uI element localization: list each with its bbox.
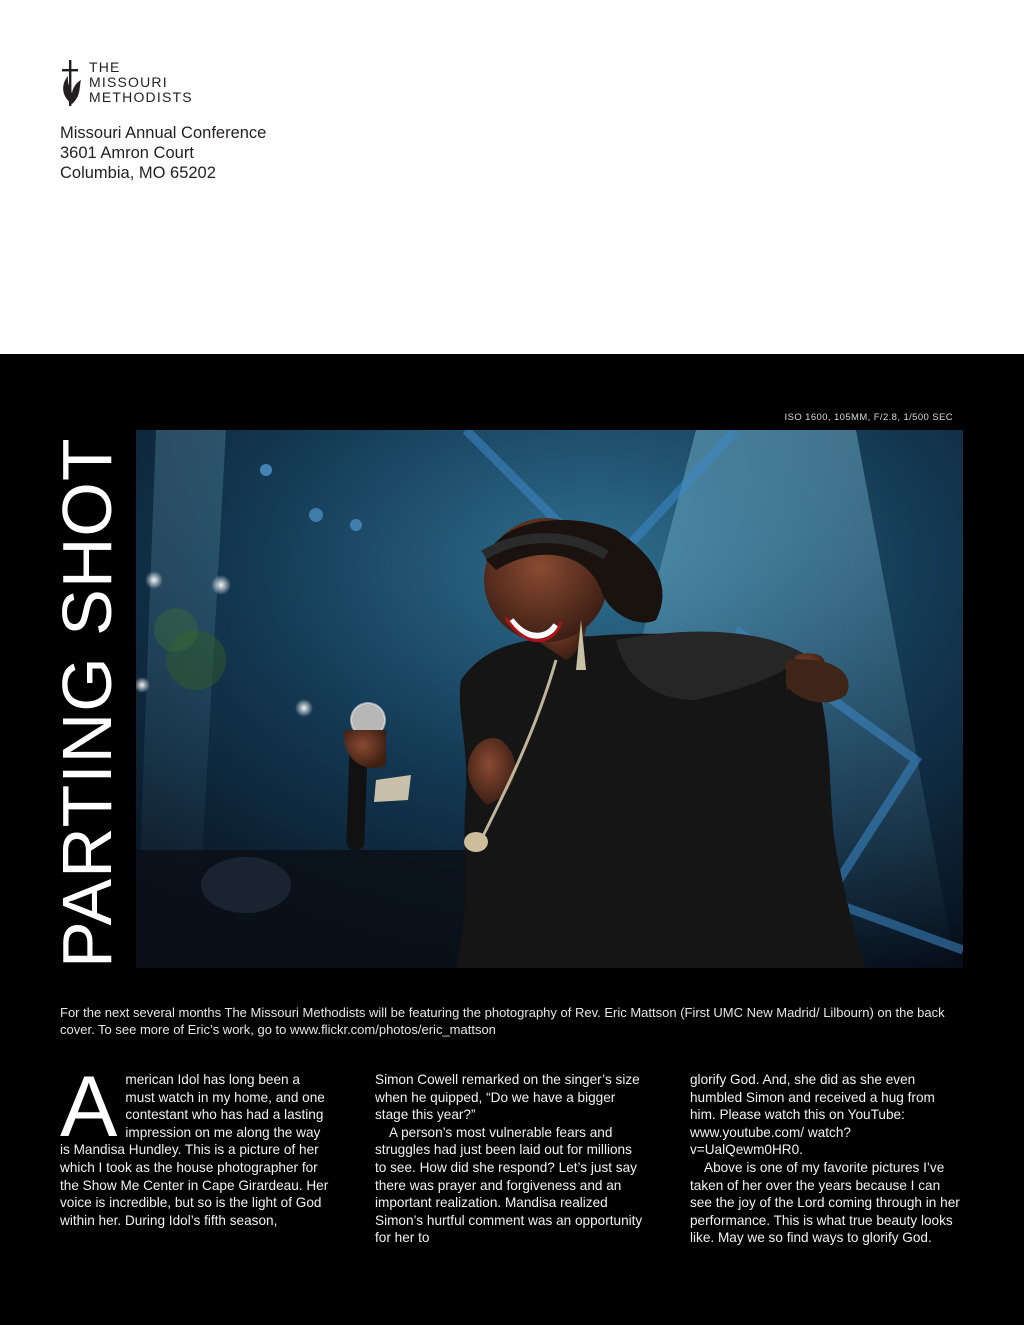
performer-photo	[136, 430, 963, 968]
article-paragraph: glorify God. And, she did as she even humbled Simon and received a hug from him. Please watch this on YouTube: www.youtube.com/ watch?v=UalQewm0HR0.	[690, 1072, 935, 1158]
address-line: Missouri Annual Conference	[60, 124, 267, 142]
return-address	[60, 123, 266, 183]
article-paragraph: Simon Cowell remarked on the singer’s size when he quipped, “Do we have a bigger stage this year?”	[375, 1072, 640, 1123]
address-line: 3601 Amron Court	[60, 144, 194, 162]
article-paragraph: merican Idol has long been a must watch in my home, and one contestant who has had a lasting impression on me along the way is Mandisa Hundley. This is a picture of her which I took as the house photographer for the Show Me Center in Cape Girardeau. Her voice is incredible, but so is the light of God within her. During Idol’s fifth season,	[60, 1072, 329, 1228]
address-line: Columbia, MO 65202	[60, 164, 216, 182]
mailing-panel	[0, 0, 1024, 354]
article-column-2	[375, 1071, 647, 1247]
logo-line: THE	[89, 59, 121, 75]
article-column-1	[60, 1059, 332, 1229]
section-title: PARTING SHOT	[48, 437, 126, 968]
article-column-3	[690, 1071, 962, 1247]
logo	[59, 60, 193, 106]
logo-line: METHODISTS	[89, 89, 193, 105]
drop-cap: A	[60, 1059, 118, 1155]
logo-line: MISSOURI	[89, 74, 168, 90]
logo-wordmark	[89, 60, 193, 105]
article-paragraph: A person’s most vulnerable fears and struggles had just been laid out for millions to see. How did she respond? Let’s just say there was prayer and forgiveness and an important realization. Mandisa realized Simon’s hurtful comment was an opportunity for her to	[375, 1124, 643, 1246]
article-paragraph: Above is one of my favorite pictures I’ve taken of her over the years because I can see the joy of the Lord coming through in her performance. This is what true beauty looks like. May we so find ways to glorify God.	[690, 1159, 960, 1246]
cross-and-flame-icon	[59, 60, 85, 106]
photo-exposure-info: ISO 1600, 105MM, F/2.8, 1/500 SEC	[784, 412, 953, 423]
photo-caption: For the next several months The Missouri Methodists will be featuring the photography of Rev. Eric Mattson (First UMC New Madrid/ Lilbourn) on the back cover. To see more of Eric’s work, go to www.flickr.com/photos/eric_mattson	[60, 1005, 945, 1037]
